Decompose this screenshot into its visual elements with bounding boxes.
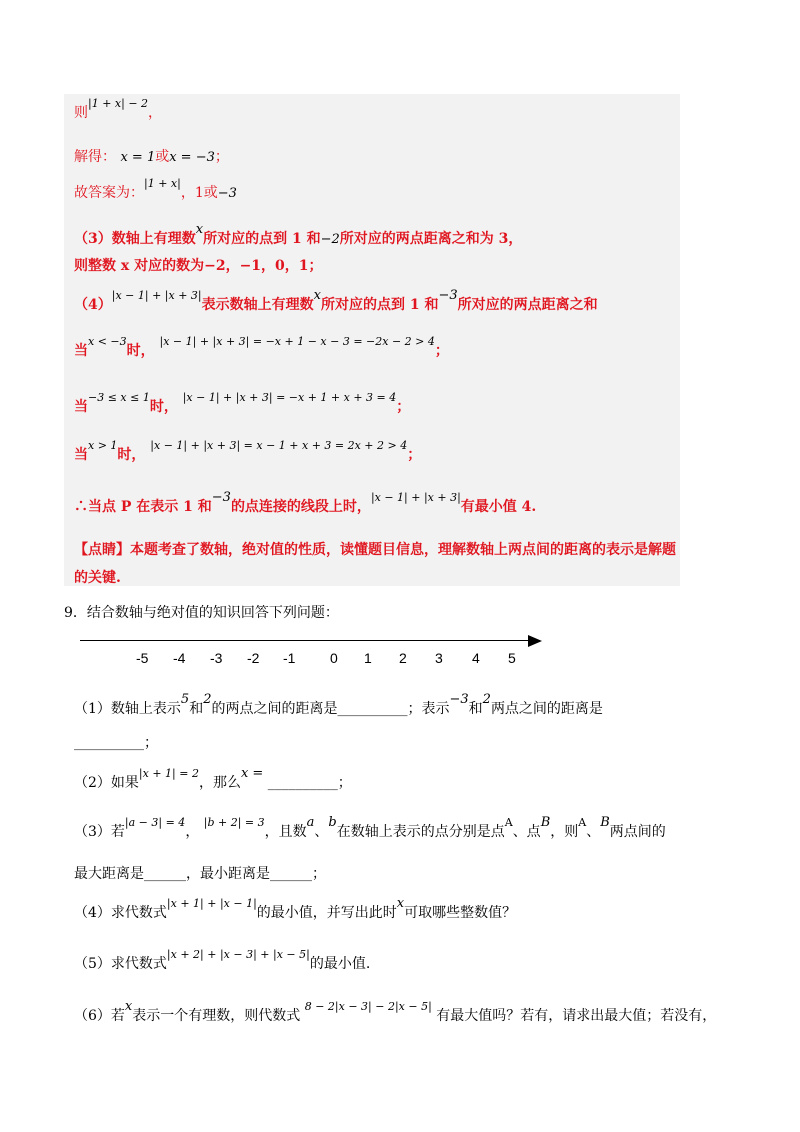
math: x bbox=[396, 896, 405, 911]
math: |x + 1| + |x − 1| bbox=[166, 897, 257, 910]
math: |x + 2| + |x − 3| + |x − 5| bbox=[166, 948, 310, 961]
case-2 bbox=[74, 391, 411, 417]
math: |x − 1| + |x + 3| bbox=[111, 289, 202, 302]
solution-line-1 bbox=[74, 97, 163, 123]
math: x = bbox=[240, 766, 264, 781]
text: （4）求代数式 bbox=[74, 905, 167, 921]
text: ， bbox=[185, 824, 200, 840]
math: |b + 2| = 3 bbox=[203, 816, 265, 829]
math: |1 + x| bbox=[144, 177, 181, 190]
text: ； bbox=[396, 399, 411, 415]
math: B bbox=[540, 815, 551, 830]
math: a bbox=[306, 815, 315, 830]
text: 的两点之间的距离是__________；表示 bbox=[211, 701, 450, 717]
question-4 bbox=[74, 896, 517, 923]
math: x bbox=[195, 222, 204, 237]
text: （3）数轴上有理数 bbox=[74, 231, 196, 247]
math: B bbox=[600, 815, 610, 830]
question-1 bbox=[74, 692, 603, 719]
text: 、 bbox=[314, 824, 329, 840]
math: x bbox=[124, 999, 133, 1014]
text: 时， bbox=[117, 447, 146, 463]
math: x = 1 bbox=[120, 150, 156, 165]
solution-part3 bbox=[74, 222, 523, 249]
text: 有最大值吗？若有，请求出最大值；若没有， bbox=[436, 1008, 717, 1024]
math: |1 + x| − 2 bbox=[88, 97, 149, 110]
math: 5 bbox=[180, 692, 190, 707]
question-3 bbox=[74, 815, 666, 842]
text: 所对应的点到 1 和 bbox=[203, 231, 321, 247]
text: 所对应的两点距离之和为 3， bbox=[339, 231, 523, 247]
math: x > 1 bbox=[88, 439, 118, 452]
text: 在数轴上表示的点分别是点 bbox=[336, 824, 505, 840]
tick-label: -3 bbox=[210, 650, 223, 666]
text: 的最小值. bbox=[309, 956, 371, 972]
question-2 bbox=[74, 766, 352, 793]
tick-label: -4 bbox=[173, 650, 186, 666]
math: 2 bbox=[482, 692, 491, 707]
text: 当 bbox=[74, 447, 88, 463]
text: 故答案为： bbox=[74, 185, 144, 201]
math: |a − 3| = 4 bbox=[124, 816, 186, 829]
text: 时， bbox=[126, 343, 155, 359]
text: 的点连接的线段上时， bbox=[230, 499, 371, 515]
math: |x − 1| + |x + 3| = −x + 1 + x + 3 = 4 bbox=[182, 391, 397, 404]
solution-line-3 bbox=[74, 177, 237, 203]
text: 两点间的 bbox=[609, 824, 666, 840]
math: −3 bbox=[449, 692, 469, 707]
text: 则 bbox=[74, 105, 88, 121]
math: |x − 1| + |x + 3| = x − 1 + x + 3 = 2x + 2 > 4 bbox=[150, 439, 408, 452]
math: A bbox=[578, 816, 587, 829]
math: −3 bbox=[217, 186, 237, 201]
text: ； bbox=[434, 343, 449, 359]
solution-line-2 bbox=[74, 148, 229, 167]
text: ，1或 bbox=[180, 185, 218, 201]
text: ； bbox=[407, 447, 422, 463]
text: 有最小值 4. bbox=[460, 499, 537, 515]
math: −3 bbox=[211, 490, 231, 505]
solution-part4 bbox=[74, 288, 598, 315]
math: x < −3 bbox=[88, 335, 127, 348]
math: −3 ≤ x ≤ 1 bbox=[88, 391, 150, 404]
text: 表示数轴上有理数 bbox=[201, 297, 314, 313]
text: 和 bbox=[189, 701, 204, 717]
question-title: 9．结合数轴与绝对值的知识回答下列问题： bbox=[64, 605, 339, 621]
question-3-line2: 最大距离是______，最小距离是______； bbox=[74, 866, 326, 882]
math: x = −3 bbox=[169, 150, 215, 165]
text: 和 bbox=[468, 701, 483, 717]
text: ∴当点 P 在表示 1 和 bbox=[74, 499, 212, 515]
text: 当 bbox=[74, 343, 88, 359]
arrow-right-icon bbox=[528, 635, 542, 647]
math: b bbox=[328, 815, 337, 830]
tick-label: 3 bbox=[435, 650, 443, 666]
tip-text: 本题考查了数轴，绝对值的性质，读懂题目信息，理解数轴上两点间的距离的表示是解题 bbox=[130, 542, 676, 558]
text: 表示一个有理数，则代数式 bbox=[132, 1008, 301, 1024]
tick-label: 0 bbox=[330, 650, 338, 666]
number-line-axis bbox=[80, 640, 530, 641]
math: |x − 1| + |x + 3| bbox=[370, 491, 461, 504]
text: 解得： bbox=[74, 149, 116, 165]
text: 的最小值，并写出此时 bbox=[256, 905, 397, 921]
text: 或 bbox=[155, 149, 170, 165]
text: ， bbox=[148, 105, 163, 121]
question-6 bbox=[74, 999, 717, 1026]
tick-label: -1 bbox=[283, 650, 296, 666]
question-5 bbox=[74, 948, 371, 974]
tick-label: 5 bbox=[508, 650, 516, 666]
text: 、点 bbox=[512, 824, 541, 840]
text: __________； bbox=[267, 775, 352, 791]
tip bbox=[74, 541, 676, 559]
tick-label: 1 bbox=[364, 650, 372, 666]
text: 、 bbox=[586, 824, 601, 840]
math: 2 bbox=[203, 692, 212, 707]
text: 所对应的两点距离之和 bbox=[457, 297, 598, 313]
question-1-line2: __________； bbox=[74, 735, 158, 751]
number-line bbox=[80, 630, 550, 670]
text: ，且数 bbox=[264, 824, 307, 840]
math: x bbox=[313, 288, 321, 303]
text: （5）求代数式 bbox=[74, 956, 167, 972]
text: 时， bbox=[149, 399, 178, 415]
text: ，则 bbox=[550, 824, 579, 840]
math: −2 bbox=[320, 232, 340, 247]
text: ； bbox=[214, 149, 229, 165]
text: 所对应的点到 1 和 bbox=[320, 297, 439, 313]
solution-part3-line2: 则整数 x 对应的数为−2，−1，0，1； bbox=[74, 258, 323, 274]
tick-label: 2 bbox=[399, 650, 407, 666]
text: ，那么 bbox=[198, 775, 241, 791]
text: （3）若 bbox=[74, 824, 125, 840]
text: （6）若 bbox=[74, 1008, 125, 1024]
text: 可取哪些整数值？ bbox=[404, 905, 517, 921]
math: |x − 1| + |x + 3| = −x + 1 − x − 3 = −2x − 2 > 4 bbox=[159, 335, 435, 348]
conclusion bbox=[74, 490, 537, 517]
tick-label: -5 bbox=[136, 650, 149, 666]
tip-line2: 的关键. bbox=[74, 570, 121, 586]
math: |x + 1| = 2 bbox=[138, 767, 199, 780]
tick-label: 4 bbox=[472, 650, 480, 666]
text: 两点之间的距离是 bbox=[490, 701, 603, 717]
text: （1）数轴上表示 bbox=[74, 701, 181, 717]
tip-label: 【点睛】 bbox=[74, 542, 130, 558]
case-1 bbox=[74, 335, 449, 361]
math: −3 bbox=[438, 288, 458, 303]
text: （2）如果 bbox=[74, 775, 139, 791]
tick-label: -2 bbox=[247, 650, 260, 666]
math: 8 − 2|x − 3| − 2|x − 5| bbox=[304, 1000, 432, 1013]
text: 当 bbox=[74, 399, 88, 415]
case-3 bbox=[74, 439, 422, 465]
text: （4） bbox=[74, 297, 112, 313]
math: A bbox=[504, 816, 513, 829]
